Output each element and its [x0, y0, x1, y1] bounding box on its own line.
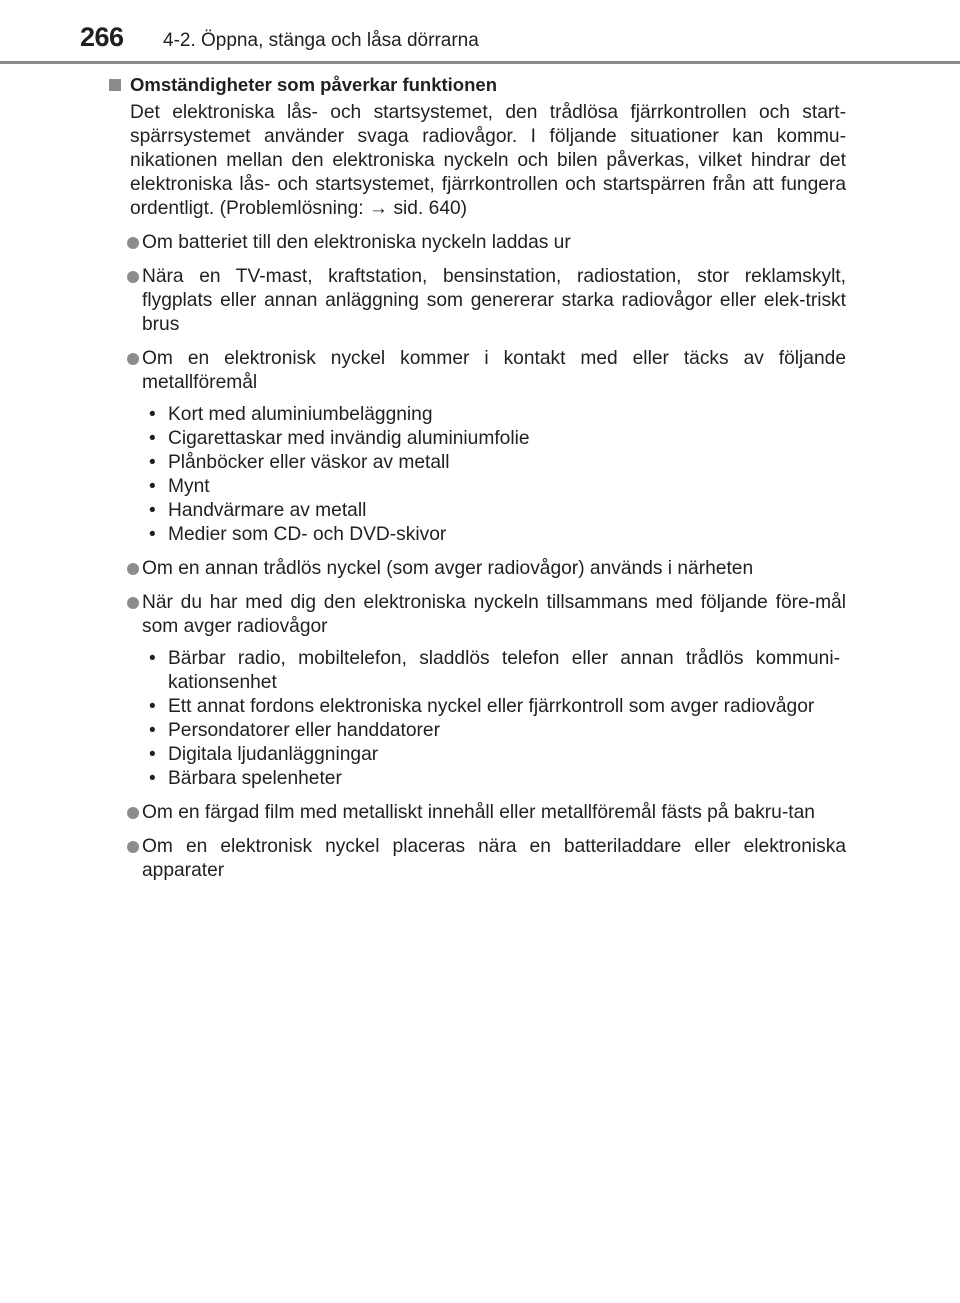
intro-text: Det elektroniska lås- och startsystemet, den trådlösa fjärrkontrollen och start-spärrsystemet använder svaga radiovågor. I följande situationer kan kommu-nikationen mellan den elektroniska nyckeln och bilen påverkas, vilket hindrar det elektroniska lås- och startsystemet, fjärrkontrollen och startspärren från att fungera ordentligt. (Problemlösning:	[130, 102, 846, 219]
dot-bullet-icon: •	[149, 648, 156, 669]
page-content	[106, 73, 846, 883]
condition-list	[106, 231, 846, 883]
section-intro	[130, 101, 846, 221]
condition-item	[106, 801, 846, 825]
arrow-icon: →	[368, 198, 389, 219]
condition-text: Om en annan trådlös nyckel (som avger radiovågor) används i närheten	[142, 558, 754, 579]
dot-bullet-icon: •	[149, 696, 156, 717]
sub-list-item	[142, 523, 846, 547]
section-heading	[106, 73, 846, 97]
chapter-title: 4-2. Öppna, stänga och låsa dörrarna	[163, 30, 479, 51]
circle-bullet-icon	[127, 237, 139, 249]
sub-item-text: Persondatorer eller handdatorer	[168, 720, 440, 741]
sub-list	[142, 403, 846, 547]
sub-item-text: Mynt	[168, 476, 210, 497]
page-number: 266	[80, 22, 124, 52]
circle-bullet-icon	[127, 597, 139, 609]
sub-list-item	[142, 695, 840, 719]
sub-list-item	[142, 719, 840, 743]
sub-item-text: Kort med aluminiumbeläggning	[168, 404, 433, 425]
condition-text: Om en elektronisk nyckel kommer i kontakt med eller täcks av följande metallföremål	[142, 348, 846, 393]
dot-bullet-icon: •	[149, 404, 156, 425]
sub-item-text: Medier som CD- och DVD-skivor	[168, 524, 447, 545]
dot-bullet-icon: •	[149, 744, 156, 765]
circle-bullet-icon	[127, 807, 139, 819]
sub-list-item	[142, 403, 846, 427]
condition-text: Om en elektronisk nyckel placeras nära en batteriladdare eller elektroniska apparater	[142, 836, 846, 881]
condition-item	[106, 231, 846, 255]
sub-item-text: Ett annat fordons elektroniska nyckel eller fjärrkontroll som avger radiovågor	[168, 696, 815, 717]
page-reference-link[interactable]: sid. 640)	[393, 198, 468, 219]
sub-item-text: Digitala ljudanläggningar	[168, 744, 379, 765]
page-header	[0, 0, 960, 62]
sub-item-text: Bärbara spelenheter	[168, 768, 342, 789]
sub-list-item	[142, 475, 846, 499]
condition-item	[106, 557, 846, 581]
dot-bullet-icon: •	[149, 768, 156, 789]
condition-text: Om en färgad film med metalliskt innehåll eller metallföremål fästs på bakru-tan	[142, 802, 815, 823]
dot-bullet-icon: •	[149, 476, 156, 497]
condition-item	[106, 591, 846, 639]
sub-list-item	[142, 767, 840, 791]
sub-list-item	[142, 647, 840, 695]
circle-bullet-icon	[127, 353, 139, 365]
dot-bullet-icon: •	[149, 720, 156, 741]
sub-list-item	[142, 427, 846, 451]
condition-item	[106, 347, 846, 395]
header-rule	[0, 61, 960, 64]
circle-bullet-icon	[127, 563, 139, 575]
dot-bullet-icon: •	[149, 452, 156, 473]
sub-item-text: Handvärmare av metall	[168, 500, 367, 521]
circle-bullet-icon	[127, 271, 139, 283]
sub-list-item	[142, 743, 840, 767]
sub-list-item	[142, 451, 846, 475]
condition-text: Nära en TV-mast, kraftstation, bensinstation, radiostation, stor reklamskylt, flygplats eller annan anläggning som genererar starka radiovågor eller elek-triskt brus	[142, 266, 846, 335]
circle-bullet-icon	[127, 841, 139, 853]
dot-bullet-icon: •	[149, 524, 156, 545]
sub-list	[142, 647, 840, 791]
dot-bullet-icon: •	[149, 500, 156, 521]
condition-text: När du har med dig den elektroniska nyckeln tillsammans med följande före-mål som avger radiovågor	[142, 592, 846, 637]
sub-list-item	[142, 499, 846, 523]
square-bullet-icon	[109, 79, 121, 91]
condition-item	[106, 265, 846, 337]
condition-text: Om batteriet till den elektroniska nyckeln laddas ur	[142, 232, 571, 253]
dot-bullet-icon: •	[149, 428, 156, 449]
sub-item-text: Plånböcker eller väskor av metall	[168, 452, 450, 473]
condition-item	[106, 835, 846, 883]
sub-item-text: Cigarettaskar med invändig aluminiumfolie	[168, 428, 530, 449]
sub-item-text: Bärbar radio, mobiltelefon, sladdlös telefon eller annan trådlös kommuni-kationsenhet	[168, 648, 840, 693]
section-title: Omständigheter som påverkar funktionen	[130, 74, 498, 95]
